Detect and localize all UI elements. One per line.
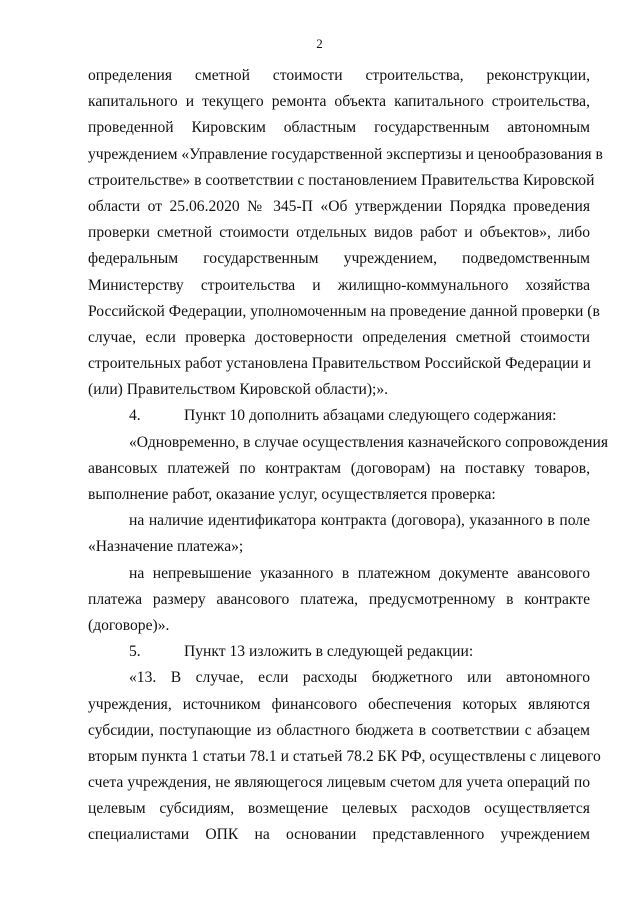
- text-line: выполнение работ, оказание услуг, осуществляется проверка:: [88, 486, 496, 503]
- item-number: 4.: [129, 407, 141, 425]
- item-5-heading: [88, 639, 590, 665]
- text-line: вторым пункта 1 статьи 78.1 и статьей 78.2 БК РФ, осуществлены с лицевого: [88, 747, 601, 765]
- text-line: платежа размеру авансового платежа, предусмотренному в контракте: [88, 590, 590, 608]
- text-line: целевым субсидиям, возмещение целевых расходов осуществляется: [88, 800, 590, 818]
- text-line: области от 25.06.2020 № 345-П «Об утверждении Порядка проведения: [88, 197, 590, 215]
- item-number: 5.: [129, 643, 141, 661]
- text-line: специалистами ОПК на основании представленного учреждением: [88, 826, 590, 844]
- text-line: (или) Правительством Кировской области);».: [88, 381, 389, 399]
- text-line: строительных работ установлена Правительством Российской Федерации и: [88, 355, 591, 373]
- text-line: Министерству строительства и жилищно-коммунального хозяйства: [88, 276, 590, 294]
- item-text: Пункт 13 изложить в следующей редакции:: [184, 643, 474, 661]
- text-line: случае, если проверка достоверности определения сметной стоимости: [88, 328, 590, 346]
- text-line: счета учреждения, не являющегося лицевым счетом для учета операций по: [88, 774, 590, 792]
- text-line: «Назначение платежа»;: [88, 538, 244, 556]
- text-line: Российской Федерации, уполномоченным на проведение данной проверки (в: [88, 302, 600, 320]
- text-line: проверки сметной стоимости отдельных видов работ и объектов», либо: [88, 224, 590, 242]
- item-4-heading: [88, 403, 590, 429]
- text-line: определения сметной стоимости строительства, реконструкции,: [88, 67, 590, 84]
- text-line: авансовых платежей по контрактам (договорам) на поставку товаров,: [88, 459, 590, 477]
- text-line: на непревышение указанного в платежном документе авансового: [129, 564, 590, 582]
- text-line: «Одновременно, в случае осуществления казначейского сопровождения: [129, 433, 608, 451]
- text-line: капитального и текущего ремонта объекта капитального строительства,: [88, 93, 590, 111]
- text-line: на наличие идентификатора контракта (договора), указанного в поле: [129, 512, 590, 530]
- text-line: учреждения, источником финансового обеспечения которых являются: [88, 695, 590, 713]
- text-line: федеральным государственным учреждением, подведомственным: [88, 250, 590, 268]
- text-line: строительстве» в соответствии с постановлением Правительства Кировской: [88, 171, 595, 189]
- text-line: (договоре)».: [88, 616, 170, 634]
- document-body: [88, 63, 608, 849]
- item-text: Пункт 10 дополнить абзацами следующего содержания:: [184, 407, 557, 425]
- page-number: 2: [316, 36, 323, 51]
- text-line: «13. В случае, если расходы бюджетного или автономного: [129, 669, 590, 687]
- text-line: проведенной Кировским областным государственным автономным: [88, 119, 590, 137]
- text-line: учреждением «Управление государственной экспертизы и ценообразования в: [88, 145, 603, 163]
- text-line: субсидии, поступающие из областного бюджета в соответствии с абзацем: [88, 721, 590, 739]
